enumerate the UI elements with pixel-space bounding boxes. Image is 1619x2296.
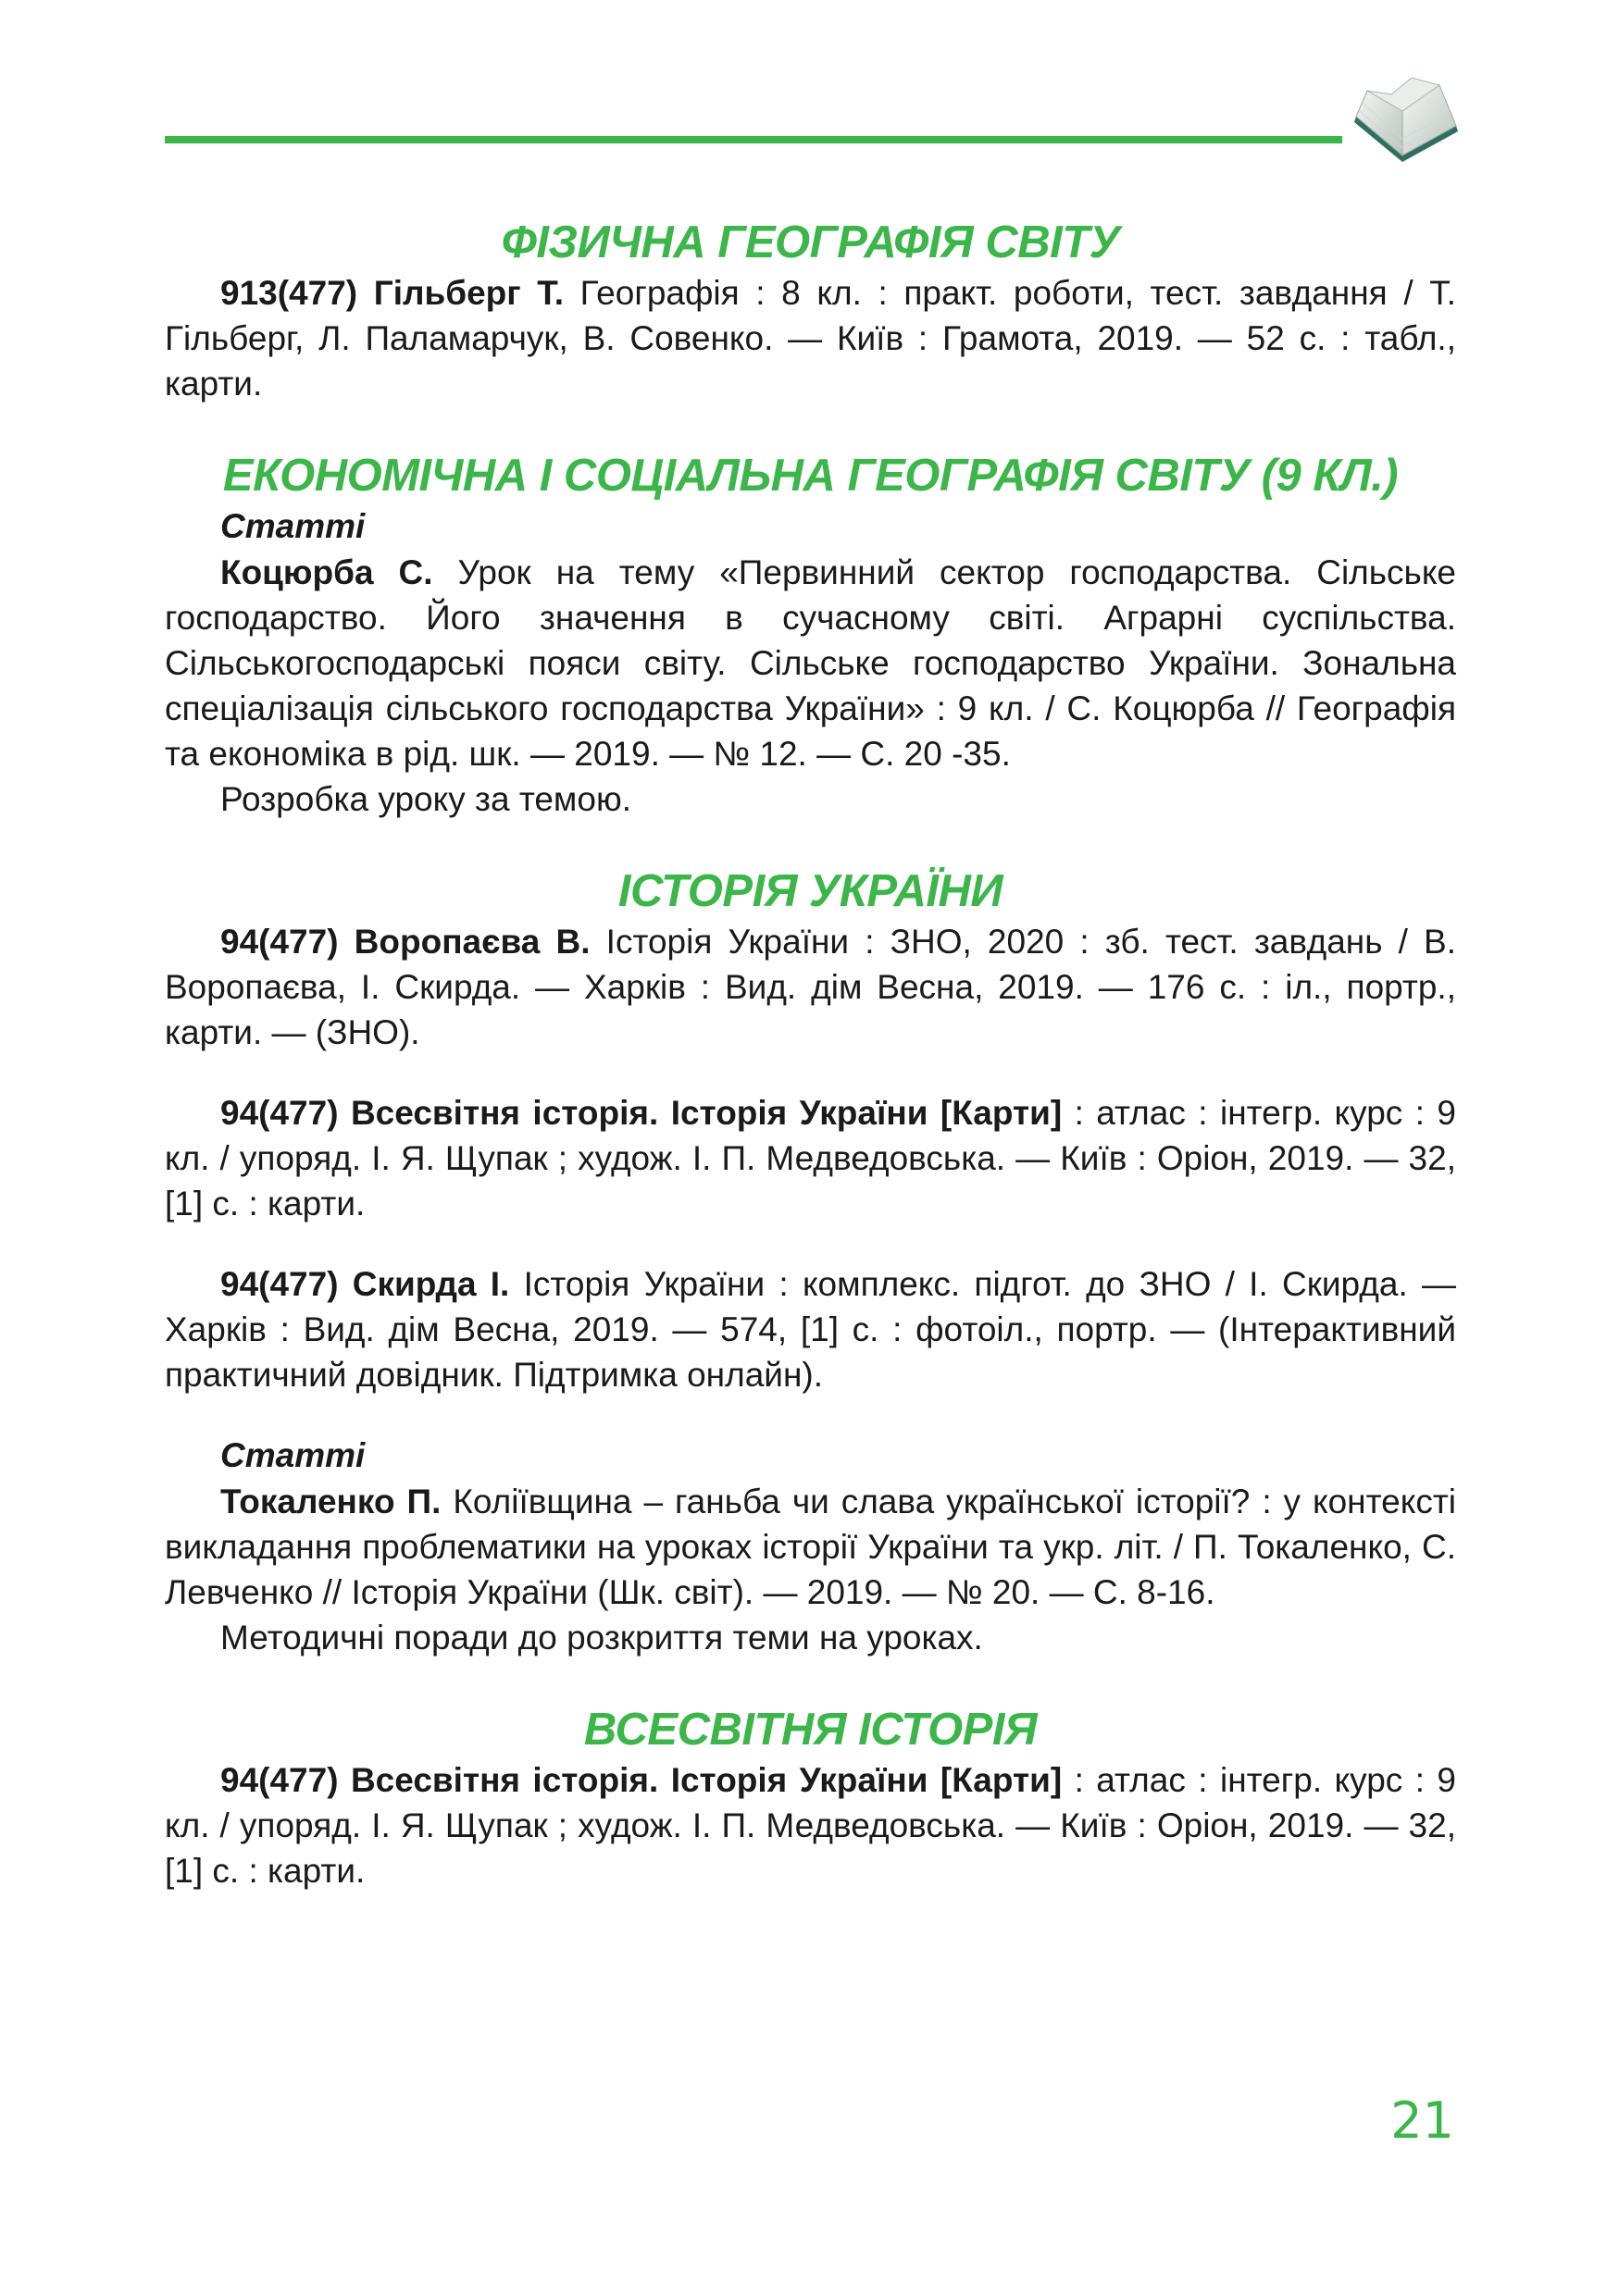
entry-author: Токаленко П. bbox=[220, 1483, 442, 1520]
entry-description: Географія : 8 кл. : практ. роботи, тест. завдання / Т. Гільберг, Л. Паламарчук, В. Совенко. — Київ : Грамота, 2019. — 52 с. : табл., карти. bbox=[165, 274, 1456, 403]
subsection-label: Статті bbox=[220, 507, 366, 545]
bibliography-entry bbox=[165, 1090, 1456, 1226]
entry-annotation: Розробка уроку за темою. bbox=[220, 780, 631, 818]
section-heading: ВСЕСВІТНЯ ІСТОРІЯ bbox=[583, 1705, 1038, 1755]
section-heading: ЕКОНОМІЧНА І СОЦІАЛЬНА ГЕОГРАФІЯ СВІТУ (9 КЛ.) bbox=[222, 451, 1399, 501]
entry-description: Історія України : ЗНО, 2020 : зб. тест. завдань / В. Воропаєва, І. Скирда. — Харків : Вид. дім Весна, 2019. — 176 с. : іл., портр., карти. — (ЗНО). bbox=[165, 923, 1456, 1051]
subsection-label: Статті bbox=[220, 1436, 366, 1474]
bibliography-entry bbox=[165, 919, 1456, 1055]
entry-description: : атлас : інтегр. курс : 9 кл. / упоряд. І. Я. Щупак ; худож. І. П. Медведовська. — Київ : Оріон, 2019. — 32, [1] с. : карти. bbox=[165, 1094, 1456, 1222]
bibliography-entry bbox=[165, 1479, 1456, 1615]
entry-description: : атлас : інтегр. курс : 9 кл. / упоряд. І. Я. Щупак ; худож. І. П. Медведовська. — Київ : Оріон, 2019. — 32, [1] с. : карти. bbox=[165, 1761, 1456, 1890]
entry-description: Історія України : комплекс. підгот. до ЗНО / І. Скирда. — Харків : Вид. дім Весна, 2019. — 574, [1] с. : фотоіл., портр. — (Інтерактивний практичний довідник. Підтримка онлайн). bbox=[165, 1265, 1456, 1394]
section-heading: ІСТОРІЯ УКРАЇНИ bbox=[617, 866, 1003, 916]
bibliography-entry bbox=[165, 550, 1456, 776]
entry-title: 94(477) Всесвітня історія. Історія України [Карти] bbox=[220, 1761, 1063, 1799]
header-rule bbox=[165, 136, 1342, 143]
entry-title: 94(477) Всесвітня історія. Історія України [Карти] bbox=[220, 1094, 1063, 1132]
entry-description: Урок на тему «Первинний сектор господарства. Сільське господарство. Його значення в сучасному світі. Аграрні суспільства. Сільськогосподарські пояси світу. Сільське господарство України. Зональна спеціалізація сільського господарства України» : 9 кл. / С. Коцюрба // Географія та економіка в рід. шк. — 2019. — № 12. — С. 20 -35. bbox=[165, 553, 1457, 773]
entry-author: 94(477) Воропаєва В. bbox=[220, 923, 591, 961]
bibliography-content bbox=[165, 215, 1456, 1893]
entry-annotation: Методичні поради до розкриття теми на уроках. bbox=[220, 1619, 983, 1657]
bibliography-entry bbox=[165, 1757, 1456, 1893]
entry-description: Коліївщина – ганьба чи слава української історії? : у контексті викладання проблематики на уроках історії України та укр. літ. / П. Токаленко, С. Левченко // Історія України (Шк. світ). — 2019. — № 20. — С. 8-16. bbox=[165, 1483, 1456, 1611]
page-number: 21 bbox=[1390, 2091, 1454, 2150]
bibliography-entry bbox=[165, 1261, 1456, 1397]
open-book-icon bbox=[1347, 74, 1463, 167]
entry-author: 94(477) Скирда І. bbox=[220, 1265, 510, 1303]
entry-author: Коцюрба С. bbox=[220, 553, 433, 591]
section-heading: ФІЗИЧНА ГЕОГРАФІЯ СВІТУ bbox=[501, 217, 1120, 267]
bibliography-entry bbox=[165, 270, 1456, 406]
entry-author: 913(477) Гільберг Т. bbox=[220, 274, 564, 312]
